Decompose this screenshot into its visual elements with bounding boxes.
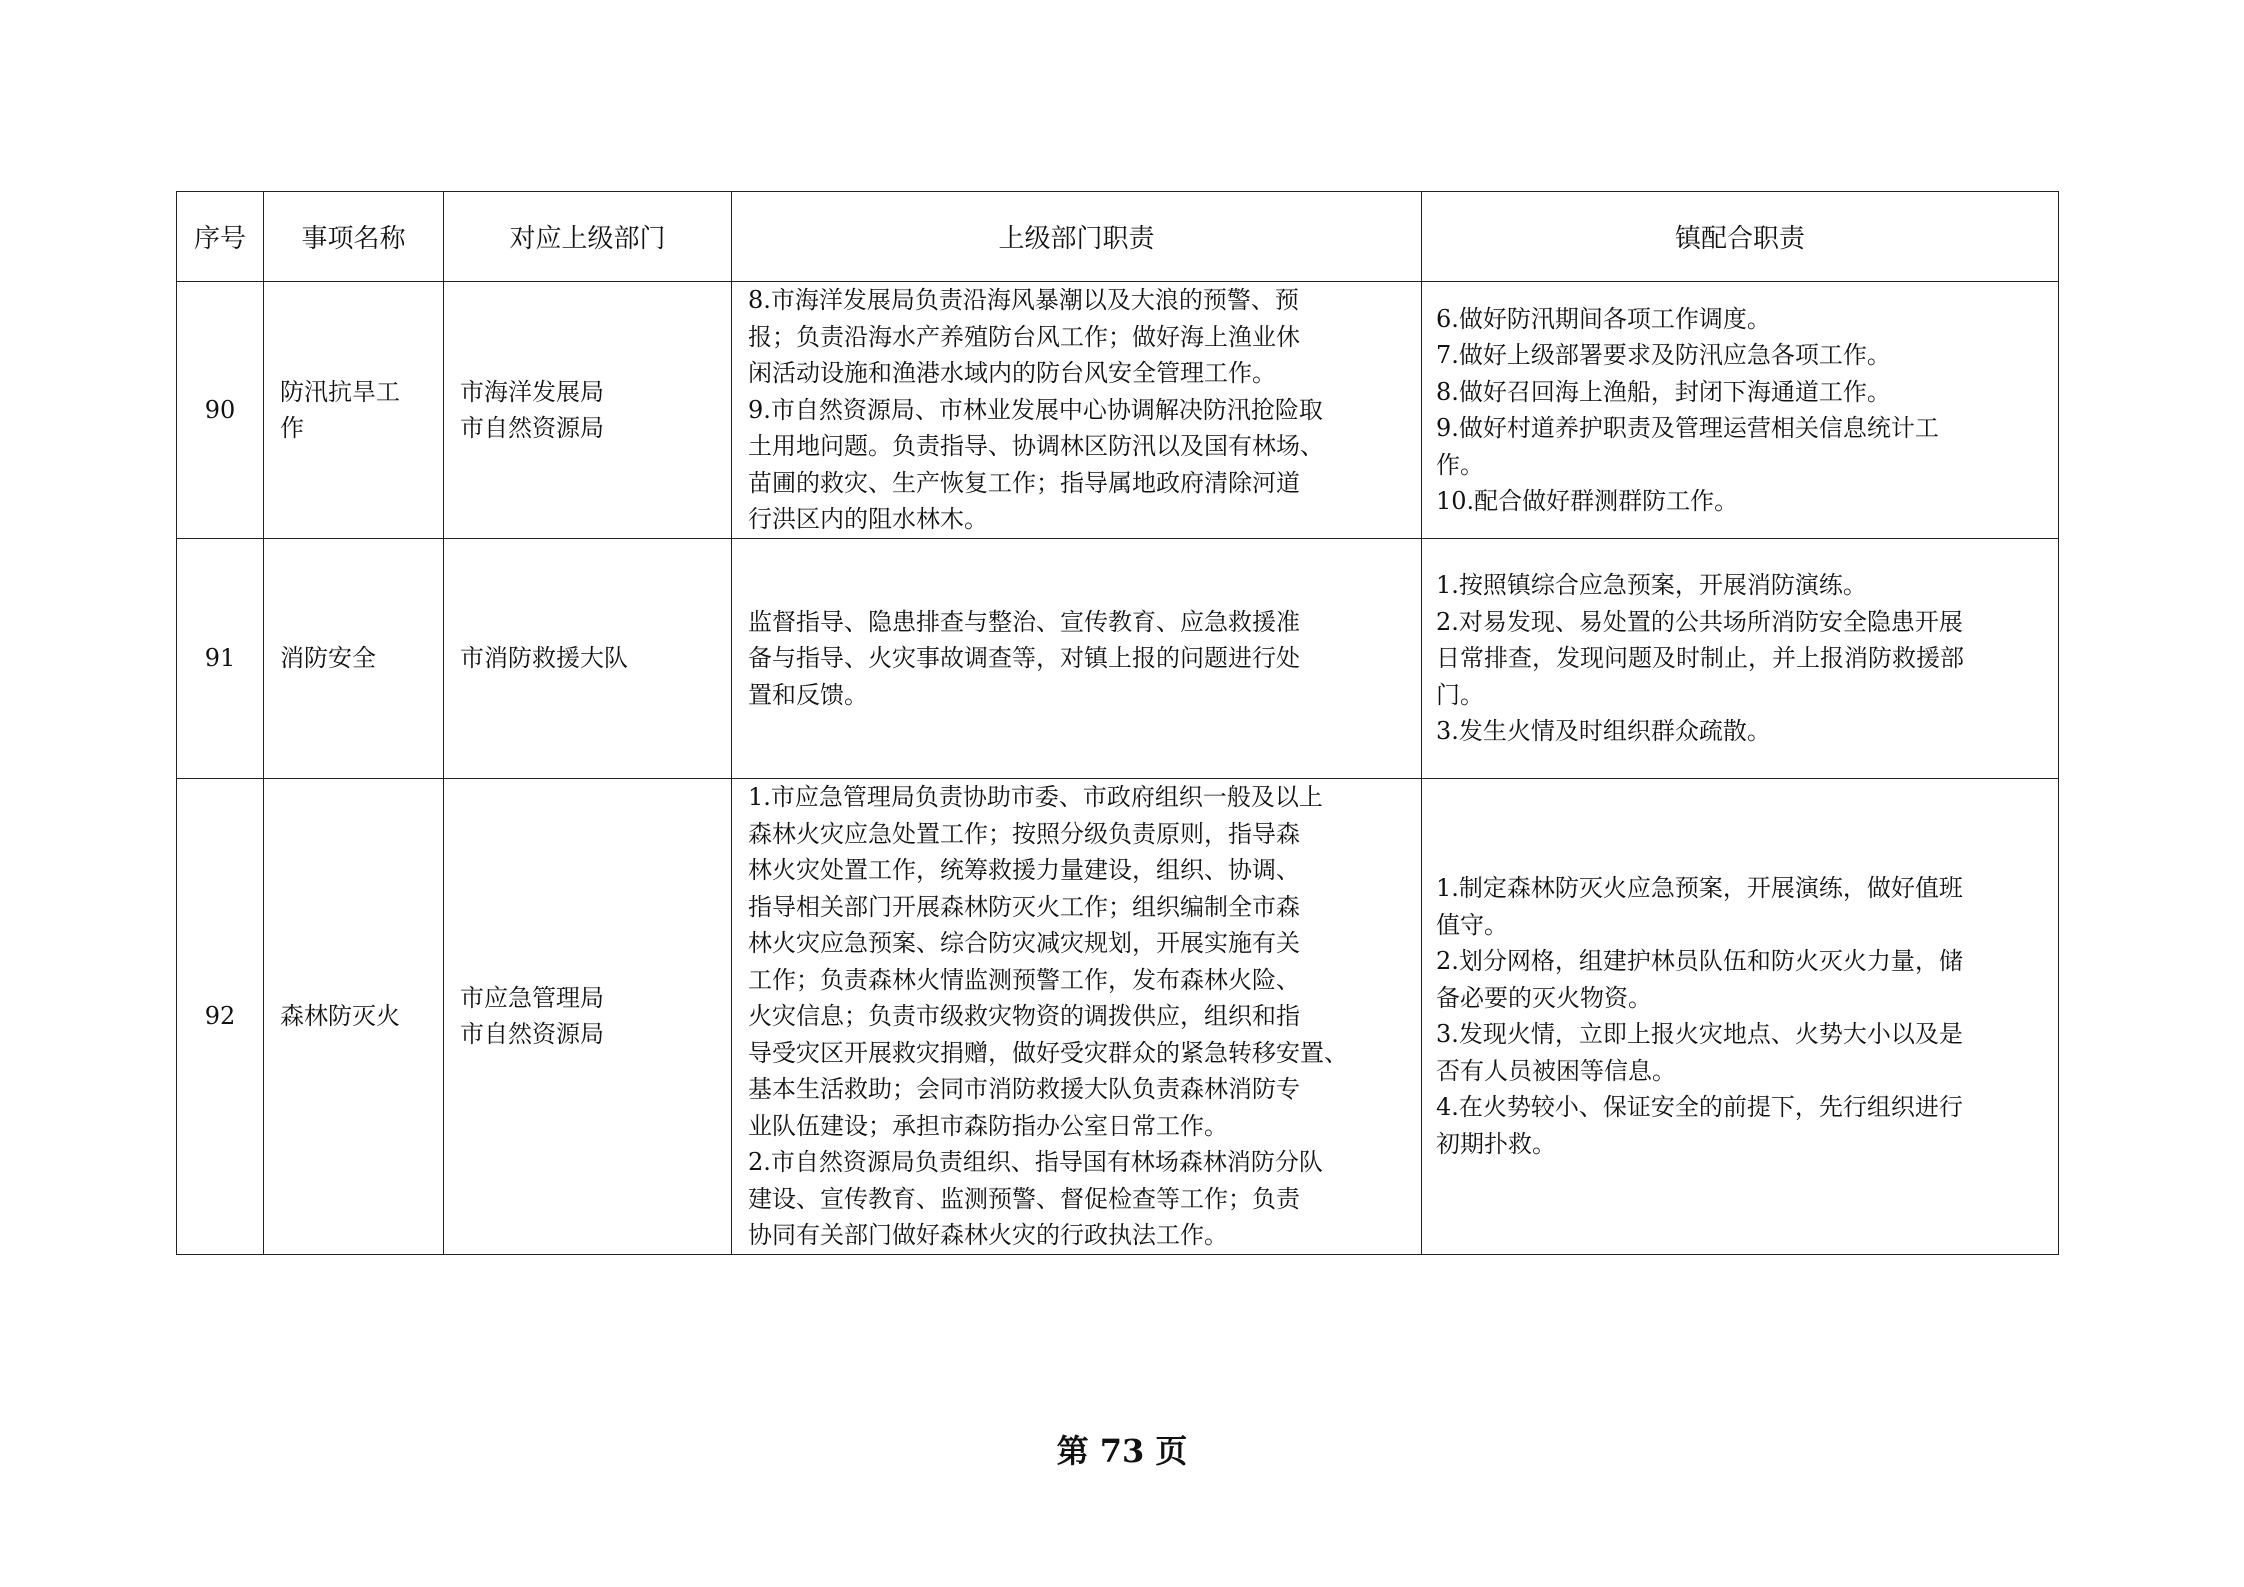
cell-line: 8.市海洋发展局负责沿海风暴潮以及大浪的预警、预	[748, 286, 1299, 314]
table-row	[177, 282, 2059, 539]
cell-line: 否有人员被困等信息。	[1436, 1056, 1676, 1085]
cell-line: 10.配合做好群测群防工作。	[1436, 487, 1739, 515]
cell-line: 作。	[1436, 450, 1484, 479]
header-town-duty: 镇配合职责	[1422, 192, 2059, 282]
cell-line: 3.发现火情，立即上报火灾地点、火势大小以及是	[1436, 1020, 1963, 1049]
table-row	[177, 779, 2059, 1255]
cell-line: 备与指导、火灾事故调查等，对镇上报的问题进行处	[748, 644, 1300, 673]
cell-line: 2.市自然资源局负责组织、指导国有林场森林消防分队	[748, 1148, 1323, 1176]
cell-line: 市海洋发展局	[460, 377, 604, 406]
cell-line: 9.市自然资源局、市林业发展中心协调解决防汛抢险取	[748, 395, 1323, 424]
cell-line: 行洪区内的阻水林木。	[748, 505, 988, 533]
cell-no: 90	[177, 282, 264, 539]
cell-line: 导受灾区开展救灾捐赠，做好受灾群众的紧急转移安置、	[748, 1038, 1348, 1067]
duty-table	[176, 191, 2059, 1255]
cell-line: 报；负责沿海水产养殖防台风工作；做好海上渔业休	[748, 322, 1300, 351]
cell-line: 森林火灾应急处置工作；按照分级负责原则，指导森	[748, 819, 1300, 848]
cell-line: 市应急管理局	[460, 983, 604, 1012]
header-upper-duty: 上级部门职责	[732, 192, 1422, 282]
cell-line: 闲活动设施和渔港水域内的防台风安全管理工作。	[748, 359, 1276, 387]
header-dept: 对应上级部门	[444, 192, 732, 282]
cell-line: 指导相关部门开展森林防灭火工作；组织编制全市森	[748, 892, 1300, 921]
cell-line: 监督指导、隐患排查与整治、宣传教育、应急救援准	[748, 607, 1300, 636]
cell-line: 1.制定森林防灭火应急预案，开展演练，做好值班	[1436, 874, 1963, 903]
cell-line: 门。	[1436, 680, 1484, 709]
cell-line: 防汛抗旱工	[280, 377, 400, 406]
cell-line: 业队伍建设；承担市森防指办公室日常工作。	[748, 1111, 1228, 1140]
cell-line: 值守。	[1436, 910, 1508, 939]
cell-line: 3.发生火情及时组织群众疏散。	[1436, 717, 1771, 746]
cell-town-duty	[1422, 282, 2059, 539]
cell-line: 市自然资源局	[460, 1020, 604, 1049]
header-name: 事项名称	[264, 192, 444, 282]
cell-upper-duty	[732, 282, 1422, 539]
cell-line: 1.市应急管理局负责协助市委、市政府组织一般及以上	[748, 783, 1323, 811]
cell-line: 作	[280, 414, 304, 442]
cell-upper-duty	[732, 539, 1422, 779]
cell-item-name	[264, 539, 444, 779]
cell-upper-duty	[732, 779, 1422, 1255]
cell-line: 森林防灭火	[280, 1002, 400, 1030]
cell-line: 2.划分网格，组建护林员队伍和防火灭火力量，储	[1436, 947, 1963, 976]
cell-line: 备必要的灭火物资。	[1436, 983, 1652, 1012]
cell-line: 市自然资源局	[460, 414, 604, 442]
cell-line: 工作；负责森林火情监测预警工作，发布森林火险、	[748, 965, 1300, 994]
cell-line: 火灾信息；负责市级救灾物资的调拨供应，组织和指	[748, 1002, 1300, 1030]
cell-line: 苗圃的救灾、生产恢复工作；指导属地政府清除河道	[748, 468, 1300, 497]
cell-line: 市消防救援大队	[460, 644, 628, 673]
table-body	[177, 282, 2059, 1255]
cell-item-name	[264, 779, 444, 1255]
cell-town-duty	[1422, 779, 2059, 1255]
cell-line: 6.做好防汛期间各项工作调度。	[1436, 304, 1771, 333]
cell-no: 91	[177, 539, 264, 779]
table-row	[177, 539, 2059, 779]
cell-line: 初期扑救。	[1436, 1129, 1556, 1158]
cell-line: 9.做好村道养护职责及管理运营相关信息统计工	[1436, 414, 1939, 442]
cell-line: 日常排查，发现问题及时制止，并上报消防救援部	[1436, 644, 1964, 673]
cell-no: 92	[177, 779, 264, 1255]
cell-line: 土用地问题。负责指导、协调林区防汛以及国有林场、	[748, 432, 1324, 460]
page-number: 第 73 页	[1056, 1432, 1188, 1470]
cell-line: 8.做好召回海上渔船，封闭下海通道工作。	[1436, 377, 1891, 406]
cell-dept	[444, 779, 732, 1255]
header-row	[177, 192, 2059, 282]
cell-dept	[444, 282, 732, 539]
cell-line: 2.对易发现、易处置的公共场所消防安全隐患开展	[1436, 607, 1963, 636]
cell-line: 消防安全	[280, 644, 376, 673]
header-no: 序号	[177, 192, 264, 282]
cell-line: 4.在火势较小、保证安全的前提下，先行组织进行	[1436, 1093, 1963, 1122]
cell-item-name	[264, 282, 444, 539]
cell-line: 林火灾应急预案、综合防灾减灾规划，开展实施有关	[748, 929, 1300, 957]
cell-line: 基本生活救助；会同市消防救援大队负责森林消防专	[748, 1075, 1300, 1103]
cell-line: 协同有关部门做好森林火灾的行政执法工作。	[748, 1221, 1228, 1249]
cell-town-duty	[1422, 539, 2059, 779]
cell-line: 林火灾处置工作，统筹救援力量建设，组织、协调、	[748, 856, 1300, 884]
cell-dept	[444, 539, 732, 779]
cell-line: 建设、宣传教育、监测预警、督促检查等工作；负责	[748, 1184, 1300, 1213]
cell-line: 1.按照镇综合应急预案，开展消防演练。	[1436, 571, 1867, 600]
cell-line: 7.做好上级部署要求及防汛应急各项工作。	[1436, 341, 1891, 369]
cell-line: 置和反馈。	[748, 680, 868, 709]
